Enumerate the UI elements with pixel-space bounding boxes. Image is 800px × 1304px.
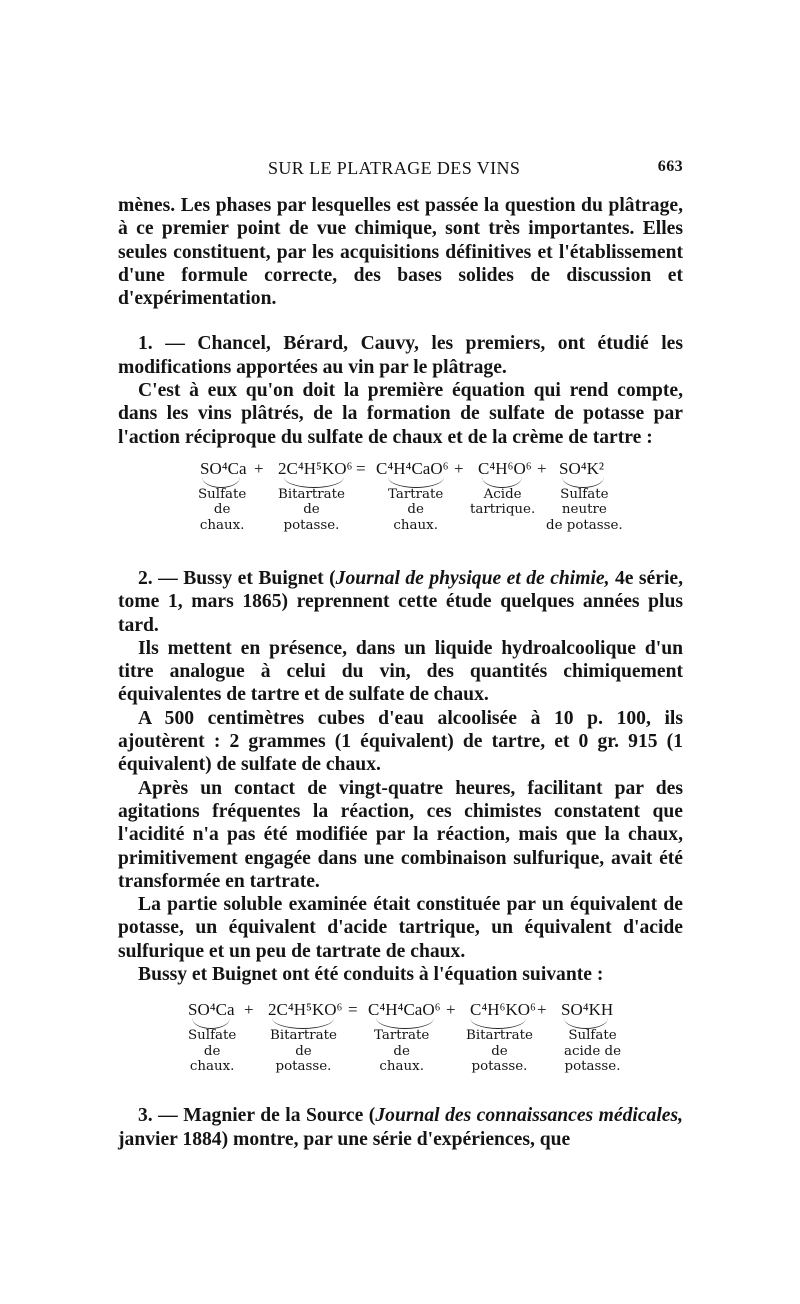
paragraph: Ils mettent en présence, dans un liquide hydroalcoolique d'un titre analogue à celui du vin, des quantités chimiquement équivalentes de tartre et de sulfate de chaux. [118,637,683,706]
paragraph: La partie soluble examinée était constituée par un équivalent de potasse, un équivalent d'acide tartrique, un équivalent d'acide sulfurique et un peu de tartrate de chaux. [118,894,683,962]
term-label: Sulfate neutre de potasse. [546,486,623,533]
term-label: Sulfate de chaux. [188,1028,237,1075]
term-label: Tartrate de chaux. [374,1028,430,1075]
formula-term: + [537,458,547,478]
paragraph: A 500 centimètres cubes d'eau alcoolisée à 10 p. 100, ils ajoutèrent : 2 grammes (1 équivalent) de tartre, et 0 gr. 915 (1 équivalent) de sulfate de chaux. [118,707,683,776]
formula-term: + [244,1000,254,1020]
paragraph-text: 3. — Magnier de la Source ( [138,1105,376,1127]
term-label: Bitartrate de potasse. [466,1028,533,1075]
formula-term: = [348,1000,358,1020]
journal-title: Journal de physique et de chimie, [335,567,610,589]
running-title: SUR LE PLATRAGE DES VINS [268,158,521,178]
paragraph: mènes. Les phases par lesquelles est passée la question du plâtrage, à ce premier point de vue chimique, sont très importantes. Elles seules constituent, par les acquisitions définitives et l'établissement d'une formule correcte, des bases solides de discussion et d'expérimentation. [118,195,683,310]
formula-term: SO⁴Ca [188,1000,235,1020]
term-label: Bitartrate de potasse. [270,1028,337,1075]
formula-term: = [356,458,366,478]
formula-term: C⁴H⁶O⁶ [478,458,532,478]
paragraph-text: 2. — Bussy et Buignet ( [138,567,336,589]
page-number: 663 [657,158,683,175]
paragraph [118,1104,683,1151]
paragraph: Après un contact de vingt-quatre heures, facilitant par des agitations fréquentes la réaction, ces chimistes constatent que l'acidité n'a pas été modifiée par la réaction, mais que la chaux, primitivement engagée dans une combinaison sulfurique, avait été transformée en tartrate. [118,777,683,892]
formula-term: + [454,458,464,478]
formula-term: SO⁴Ca [200,458,247,478]
formula-term: 2C⁴H⁵KO⁶ [268,1000,343,1020]
paragraph-text: janvier 1884) montre, par une série d'expériences, que [118,1128,571,1150]
paragraph: Bussy et Buignet ont été conduits à l'équation suivante : [138,964,604,986]
term-label: Bitartrate de potasse. [278,486,345,533]
term-label: Tartrate de chaux. [388,486,444,533]
paragraph-text: 4e série, tome 1, mars 1865) reprennent cette étude quelques années plus tard. [118,567,683,636]
formula-term: C⁴H⁴CaO⁶ [368,1000,441,1020]
chemical-equation-2 [118,996,683,1090]
formula-term: + [537,1000,547,1020]
paragraph [118,567,683,637]
formula-term: SO⁴KH [561,1000,614,1020]
body-text [118,194,683,1151]
term-label: Sulfate acide de potasse. [564,1028,622,1075]
formula-term: + [254,458,264,478]
formula-term: + [446,1000,456,1020]
formula-term: C⁴H⁶KO⁶ [470,1000,536,1020]
term-label: Sulfate de chaux. [198,486,247,533]
chemical-equation-1 [118,455,683,553]
running-header [118,158,683,182]
formula-term: 2C⁴H⁵KO⁶ [278,458,353,478]
term-label: Acide tartrique. [470,486,536,518]
formula-term: C⁴H⁴CaO⁶ [376,458,449,478]
formula-term: SO⁴K² [559,458,605,478]
paragraph: C'est à eux qu'on doit la première équation qui rend compte, dans les vins plâtrés, de la formation de sulfate de potasse par l'action réciproque du sulfate de chaux et de la crème de tartre : [118,380,683,448]
paragraph: 1. — Chancel, Bérard, Cauvy, les premiers, ont étudié les modifications apportées au vin par le plâtrage. [118,333,683,378]
journal-title: Journal des connaissances médicales, [375,1105,683,1127]
